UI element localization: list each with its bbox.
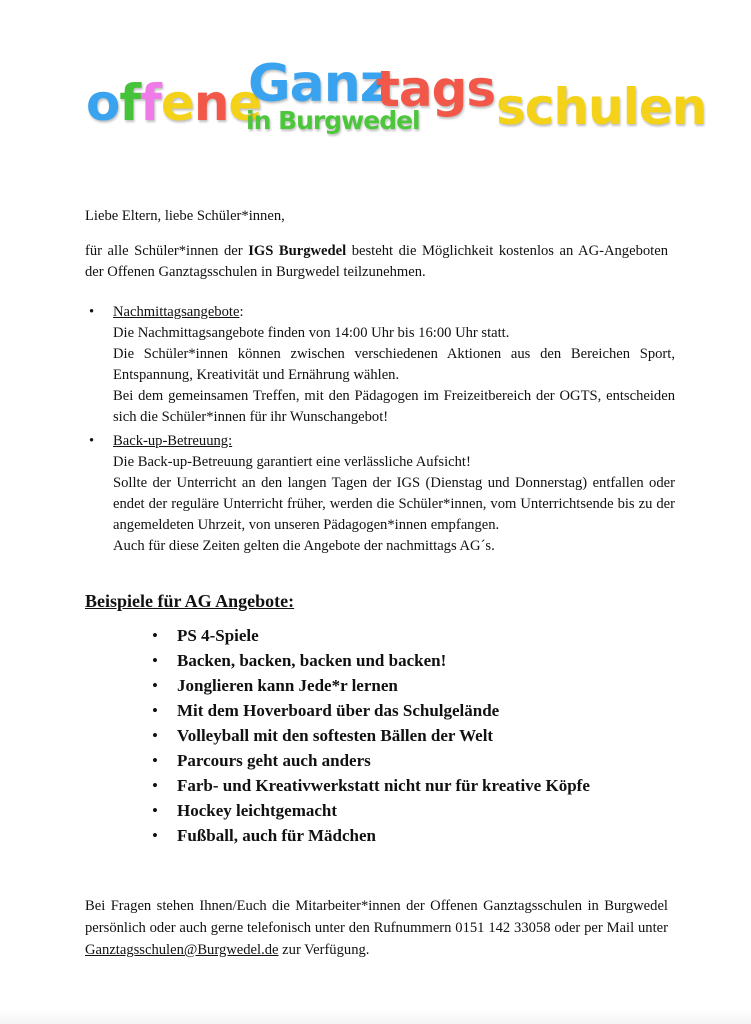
logo-letter: n — [193, 74, 229, 132]
logo-letter: f — [119, 74, 141, 132]
list-item-label: Fußball, auch für Mädchen — [177, 826, 377, 845]
logo-letter: f — [140, 74, 161, 132]
intro-paragraph — [85, 241, 668, 283]
section-line: Die Back-up-Betreuung garantiert eine verlässliche Aufsicht! — [113, 454, 471, 470]
list-item — [150, 623, 590, 648]
section-line: Auch für diese Zeiten gelten die Angebote der nachmittags AG´s. — [113, 538, 495, 554]
list-item — [150, 773, 590, 798]
email-link[interactable]: Ganztagsschulen@Burgwedel.de — [85, 942, 279, 958]
bullet-icon: • — [89, 304, 95, 320]
school-name: IGS Burgwedel — [248, 243, 347, 259]
bullet-icon: • — [152, 626, 158, 645]
section-line: Die Schüler*innen können zwischen verschiedenen Aktionen aus den Bereichen Sport, Entspannung, Kreativität und Ernährung wählen. — [113, 346, 675, 383]
list-item-label: Parcours geht auch anders — [177, 751, 371, 770]
bullet-icon: • — [152, 801, 158, 820]
list-item — [150, 748, 590, 773]
section-backup-betreuung — [85, 431, 675, 557]
bullet-icon: • — [152, 826, 158, 845]
list-item — [150, 648, 590, 673]
intro-text: für alle Schüler*innen der — [85, 243, 249, 259]
logo-word-offene — [86, 74, 261, 132]
section-heading: Back-up-Betreuung: — [113, 433, 233, 449]
list-item — [150, 698, 590, 723]
logo-word-schulen: schulen — [496, 78, 707, 136]
bullet-icon: • — [152, 776, 158, 795]
logo-word-burgwedel: in Burgwedel — [246, 106, 420, 135]
list-item — [150, 823, 590, 848]
logo-letter: e — [228, 74, 262, 132]
list-item — [150, 673, 590, 698]
bullet-icon: • — [152, 701, 158, 720]
bullet-icon: • — [89, 433, 95, 449]
intro-text: besteht die Möglichkeit kostenlos an AG-Angeboten der Offenen Ganztagsschulen in Burgwedel teilzunehmen. — [85, 243, 668, 280]
logo-letter: o — [86, 74, 120, 132]
bullet-icon: • — [152, 676, 158, 695]
logo-word-tags: tags — [376, 60, 496, 118]
list-item-label: Backen, backen, backen und backen! — [177, 651, 447, 670]
list-item — [150, 723, 590, 748]
section-line: Die Nachmittagsangebote finden von 14:00 Uhr bis 16:00 Uhr statt. — [113, 325, 510, 341]
section-nachmittagsangebote — [85, 302, 675, 428]
section-line: Bei dem gemeinsamen Treffen, mit den Pädagogen im Freizeitbereich der OGTS, entscheiden sich die Schüler*innen für ihr Wunschangebot! — [113, 388, 675, 425]
heading-suffix: : — [239, 304, 244, 320]
list-item-label: Farb- und Kreativwerkstatt nicht nur für kreative Köpfe — [177, 776, 590, 795]
greeting: Liebe Eltern, liebe Schüler*innen, — [85, 208, 285, 224]
logo-letter: e — [160, 74, 194, 132]
section-line: Sollte der Unterricht an den langen Tagen der IGS (Dienstag und Donnerstag) entfallen oder endet der reguläre Unterricht früher, werden die Schüler*innen, vom Unterrichtsende bis zu der angemeldeten Uhrzeit, von unseren Pädagogen*innen empfangen. — [113, 475, 675, 533]
section-heading: Nachmittagsangebote — [113, 304, 240, 320]
list-item-label: Mit dem Hoverboard über das Schulgelände — [177, 701, 500, 720]
logo-offene-ganztagsschulen — [86, 54, 707, 162]
bullet-icon: • — [152, 651, 158, 670]
closing-text: Bei Fragen stehen Ihnen/Euch die Mitarbeiter*innen der Offenen Ganztagsschulen in Burgwedel persönlich oder auch gerne telefonisch unter den Rufnummern 0151 142 33058 oder per Mail unter — [85, 898, 668, 936]
logo-word-ganz: Ganz — [248, 54, 390, 114]
examples-list — [150, 623, 590, 848]
list-item-label: PS 4-Spiele — [177, 626, 259, 645]
bullet-icon: • — [152, 726, 158, 745]
list-item — [150, 798, 590, 823]
page-edge-shadow — [0, 1010, 751, 1024]
bullet-icon: • — [152, 751, 158, 770]
list-item-label: Volleyball mit den softesten Bällen der Welt — [177, 726, 494, 745]
examples-title: Beispiele für AG Angebote: — [85, 591, 295, 611]
list-item-label: Jonglieren kann Jede*r lernen — [177, 676, 398, 695]
closing-text: zur Verfügung. — [278, 942, 370, 958]
closing-paragraph — [85, 895, 668, 961]
list-item-label: Hockey leichtgemacht — [177, 801, 338, 820]
